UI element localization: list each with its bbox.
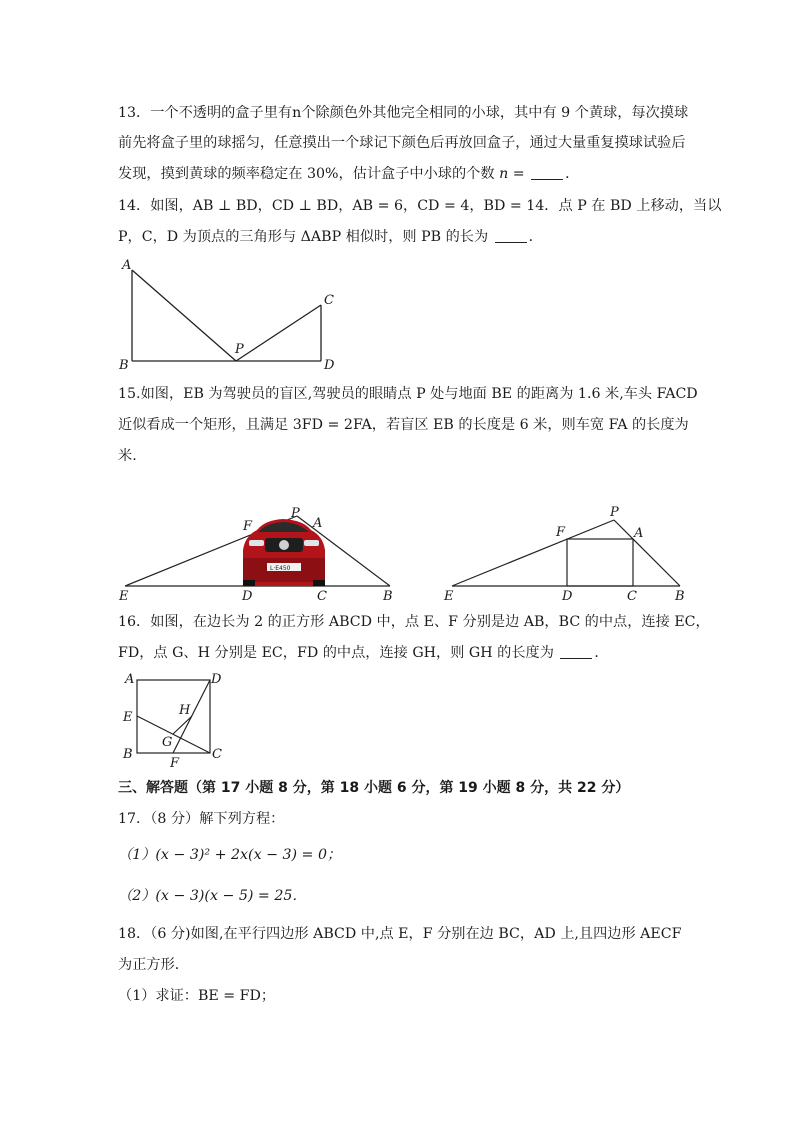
q13-answer-blank bbox=[531, 165, 563, 180]
q14-period: ． bbox=[528, 229, 543, 245]
q15-line3: 米. bbox=[118, 448, 137, 464]
q15-left-label-d: D bbox=[242, 589, 253, 604]
q16-figure bbox=[115, 668, 235, 773]
q16-segment-ec bbox=[137, 716, 210, 753]
q16-label-d: D bbox=[211, 672, 222, 687]
q14-line1: 14．如图，AB ⊥ BD，CD ⊥ BD，AB = 6，CD = 4，BD = 14．点 P 在 BD 上移动，当以 bbox=[118, 198, 722, 214]
q13-line3 bbox=[118, 165, 579, 183]
q15-figure-car bbox=[115, 500, 405, 605]
q14-label-c: C bbox=[324, 293, 334, 308]
q15-diagram-rectangle-facd bbox=[567, 539, 633, 586]
license-plate-text: L·E450 bbox=[270, 565, 291, 572]
q13-n-symbol: n = bbox=[499, 166, 525, 182]
q16-label-e: E bbox=[123, 710, 133, 725]
q18-line2: 为正方形． bbox=[118, 957, 189, 973]
q17-part2: （2）(x − 3)(x − 5) = 25． bbox=[118, 888, 307, 904]
q15-left-label-b: B bbox=[383, 589, 393, 604]
q14-label-p: P bbox=[235, 342, 244, 357]
q16-label-f: F bbox=[170, 756, 180, 771]
q15-left-label-a: A bbox=[313, 516, 323, 531]
q14-answer-blank bbox=[495, 228, 527, 243]
q15-right-label-c: C bbox=[627, 589, 637, 604]
q14-segment-pc bbox=[236, 305, 321, 361]
q14-label-a: A bbox=[122, 258, 132, 273]
q16-label-c: C bbox=[212, 747, 222, 762]
q16-line2 bbox=[118, 644, 609, 662]
q14-segment-ap bbox=[132, 270, 236, 361]
q15-line1: 15.如图，EB 为驾驶员的盲区,驾驶员的眼睛点 P 处与地面 BE 的距离为 1.6 米,车头 FACD bbox=[118, 386, 698, 402]
q16-line2-text: FD，点 G、H 分别是 EC，FD 的中点，连接 GH，则 GH 的长度为 bbox=[118, 645, 554, 661]
q14-label-d: D bbox=[324, 358, 335, 373]
q13-period: ． bbox=[565, 166, 580, 182]
q15-line2: 近似看成一个矩形，且满足 3FD = 2FA，若盲区 EB 的长度是 6 米，则车宽 FA 的长度为 bbox=[118, 417, 689, 433]
q15-figure-diagram bbox=[442, 500, 692, 605]
q17-part1: （1）(x − 3)² + 2x(x − 3) = 0； bbox=[118, 847, 342, 863]
q16-label-h: H bbox=[179, 703, 191, 718]
q14-line2 bbox=[118, 228, 543, 246]
q14-line2-text: P，C，D 为顶点的三角形与 ΔABP 相似时，则 PB 的长为 bbox=[118, 229, 489, 245]
q16-square-abcd bbox=[137, 680, 210, 753]
q16-line1: 16．如图，在边长为 2 的正方形 ABCD 中，点 E、F 分别是边 AB，BC 的中点，连接 EC， bbox=[118, 614, 710, 630]
section-3-heading: 三、解答题（第 17 小题 8 分，第 18 小题 6 分，第 19 小题 8 分，共 22 分） bbox=[118, 780, 630, 796]
q16-label-b: B bbox=[123, 747, 133, 762]
q15-right-label-b: B bbox=[675, 589, 685, 604]
q16-segment-gh bbox=[173, 716, 192, 734]
q15-diagram-line-ep bbox=[452, 520, 614, 586]
q14-figure bbox=[110, 255, 350, 375]
q15-left-label-f: F bbox=[243, 519, 253, 534]
q13-line2: 前先将盒子里的球摇匀，任意摸出一个球记下颜色后再放回盒子，通过大量重复摸球试验后 bbox=[118, 135, 686, 151]
q15-left-label-p: P bbox=[291, 506, 300, 521]
q14-label-b: B bbox=[119, 358, 129, 373]
q15-diagram-line-pb bbox=[614, 520, 680, 586]
q15-right-label-d: D bbox=[562, 589, 573, 604]
q15-left-label-e: E bbox=[119, 589, 129, 604]
q18-part1: （1）求证：BE = FD； bbox=[118, 988, 276, 1004]
q13-line3-text: 发现，摸到黄球的频率稳定在 30%，估计盒子中小球的个数 bbox=[118, 166, 495, 182]
q16-label-a: A bbox=[125, 672, 135, 687]
q16-answer-blank bbox=[560, 644, 592, 659]
q17-title: 17．（8 分）解下列方程： bbox=[118, 811, 285, 827]
q15-left-label-c: C bbox=[317, 589, 327, 604]
q15-right-label-a: A bbox=[634, 526, 644, 541]
q15-right-label-f: F bbox=[556, 525, 566, 540]
q16-label-g: G bbox=[162, 735, 173, 750]
q13-line1: 13．一个不透明的盒子里有n个除颜色外其他完全相同的小球，其中有 9 个黄球，每次摸球 bbox=[118, 105, 689, 121]
q15-right-label-e: E bbox=[444, 589, 454, 604]
q18-line1: 18．（6 分)如图,在平行四边形 ABCD 中,点 E，F 分别在边 BC，AD 上,且四边形 AECF bbox=[118, 926, 682, 942]
q15-right-label-p: P bbox=[610, 505, 619, 520]
q16-period: ． bbox=[594, 645, 609, 661]
